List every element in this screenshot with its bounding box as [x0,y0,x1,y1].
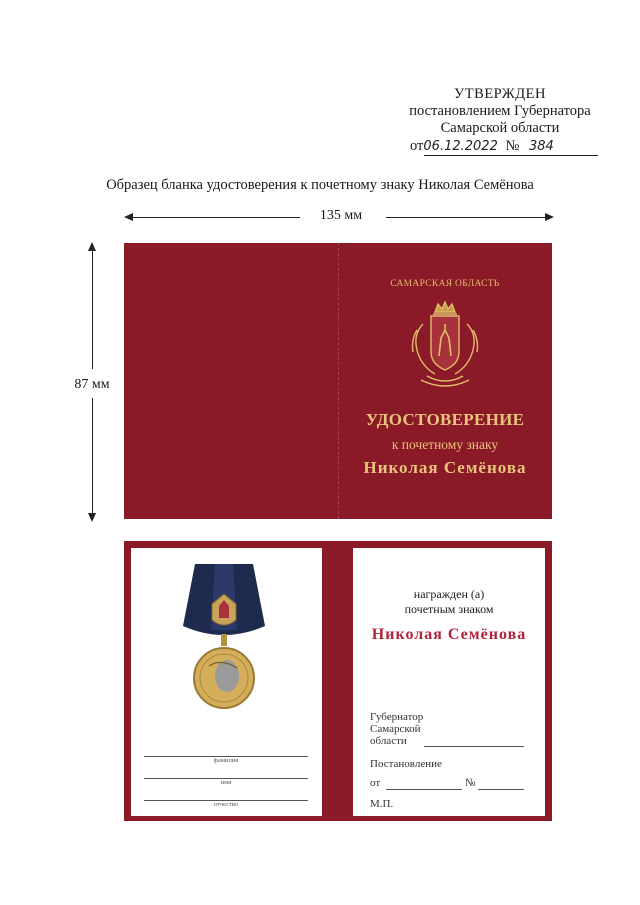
resolution-date-line [386,789,462,790]
cover-subtitle: к почетному знаку [391,437,499,452]
document-title: Образец бланка удостоверения к почетному знаку Николая Семёнова [106,177,534,193]
awarded-text [353,587,545,617]
governor-line-1: Губернатор [370,711,424,723]
awarded-line-2: почетным знаком [404,602,494,616]
seal-label: М.П. [370,798,394,810]
awarded-line-1: награжден (а) [413,587,485,601]
resolution-label: Постановление [370,758,442,770]
governor-block [370,711,423,747]
governor-signature-line [424,746,524,747]
width-label: 135 мм [319,208,363,223]
resolution-number-line [478,789,524,790]
resolution-number-label: № [465,777,476,789]
width-arrow-right-icon [545,213,554,221]
decree-number: 384 [528,139,554,154]
width-line-left [130,217,300,218]
name-caption: имя [220,779,232,786]
surname-caption: фамилия [213,757,239,764]
cover-region: САМАРСКАЯ ОБЛАСТЬ [390,279,500,289]
approval-title: УТВЕРЖДЕН [454,86,546,102]
decree-number-label: № [505,138,520,154]
approval-block [380,86,620,158]
governor-line-2: Самарской [370,723,421,735]
approval-line-1: постановлением Губернатора [409,103,591,119]
governor-line-3: области [370,735,407,747]
decree-date: 06.12.2022 [423,139,498,154]
awarded-badge-name: Николая Семёнова [371,626,527,643]
resolution-from-label: от [370,777,381,789]
samara-coat-of-arms-icon [401,300,489,394]
cover-title: УДОСТОВЕРЕНИЕ [365,410,525,429]
cover-name: Николая Семёнова [363,458,527,477]
decree-underline [424,155,598,156]
height-line-top [92,249,93,369]
decree-from-label: от [410,138,424,154]
height-line-bottom [92,398,93,514]
decree-line [380,138,620,158]
width-line-right [386,217,546,218]
height-arrow-down-icon [88,513,96,522]
approval-line-2: Самарской области [440,120,560,136]
honorary-badge-medal-icon [181,560,267,710]
height-label: 87 мм [74,377,110,392]
patronymic-caption: отчество [213,801,239,808]
